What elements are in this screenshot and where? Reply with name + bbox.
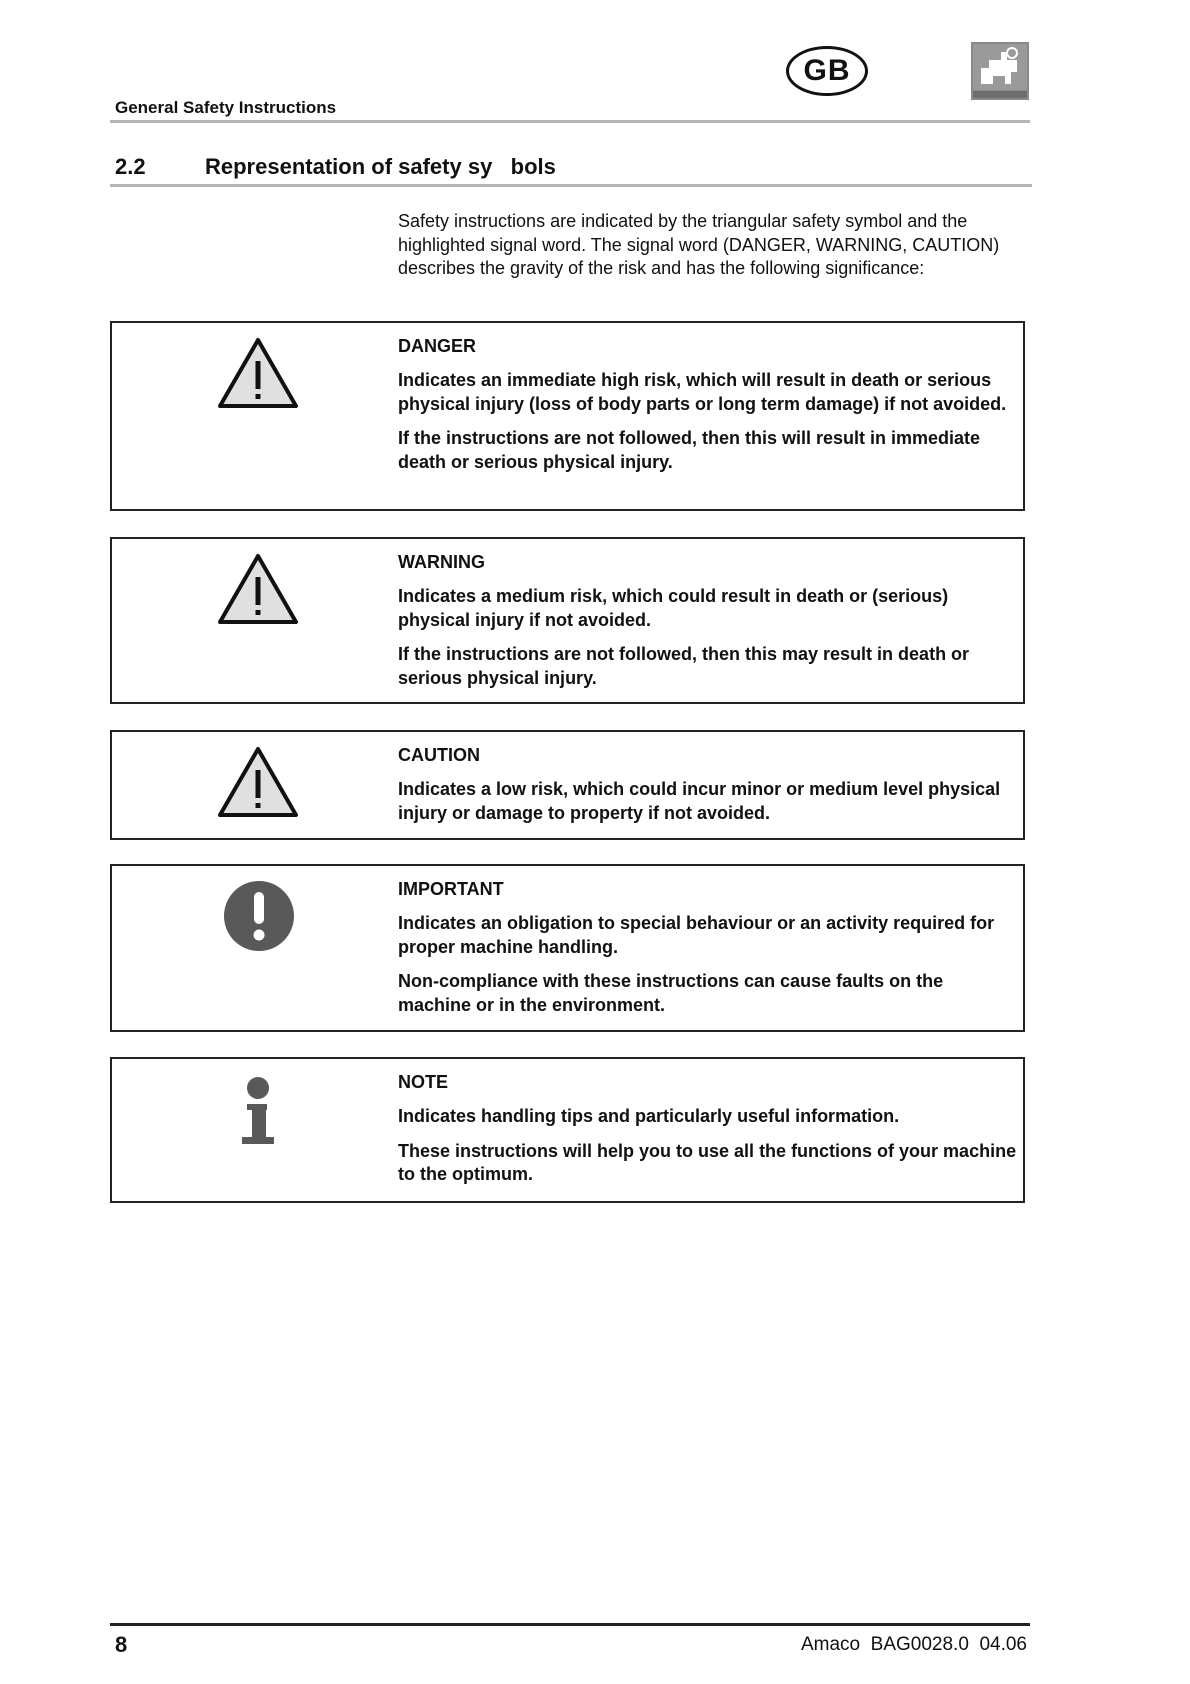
footer-rule (110, 1623, 1030, 1626)
section-title: Representation of safety sy bols (205, 154, 556, 179)
signal-word-caution: CAUTION (398, 745, 480, 765)
danger-consequence: If the instructions are not followed, then this will result in immediate death or serious physical injury. (398, 428, 981, 472)
note-description: Indicates handling tips and particularly useful information. (398, 1106, 900, 1126)
signal-word-danger: DANGER (398, 336, 477, 356)
section-number: 2.2 (115, 154, 146, 179)
warning-block (110, 537, 1025, 704)
amazone-logo-icon (971, 42, 1029, 100)
warning-triangle-icon (217, 337, 299, 414)
language-badge: GB (786, 46, 868, 96)
caution-block (110, 730, 1025, 840)
note-block (110, 1057, 1025, 1203)
signal-word-important: IMPORTANT (398, 879, 504, 899)
intro-paragraph: Safety instructions are indicated by the triangular safety symbol and the highlighted signal word. The signal word (DANGER, WARNING, CAUTION) describes the gravity of the risk and has the following significance: (398, 211, 1000, 278)
warning-triangle-icon (217, 746, 299, 823)
warning-triangle-icon (217, 553, 299, 630)
exclamation-circle-icon (223, 880, 295, 957)
signal-word-warning: WARNING (398, 552, 485, 572)
header-rule (110, 120, 1030, 123)
signal-word-note: NOTE (398, 1072, 449, 1092)
danger-description: Indicates an immediate high risk, which will result in death or serious physical injury (loss of body parts or long term damage) if not avoided. (398, 370, 1007, 414)
info-icon (238, 1077, 278, 1150)
document-reference: Amaco BAG0028.0 04.06 (800, 1634, 1027, 1655)
important-description: Indicates an obligation to special behaviour or an activity required for proper machine handling. (398, 913, 995, 957)
section-rule (110, 184, 1032, 187)
important-block (110, 864, 1025, 1032)
note-benefit: These instructions will help you to use all the functions of your machine to the optimum. (398, 1140, 1017, 1184)
caution-description: Indicates a low risk, which could incur minor or medium level physical injury or damage to property if not avoided. (398, 779, 1001, 823)
header-section-label: General Safety Instructions (115, 98, 337, 117)
page-number: 8 (115, 1632, 128, 1657)
danger-block (110, 321, 1025, 511)
warning-consequence: If the instructions are not followed, then this may result in death or serious physical injury. (398, 644, 970, 688)
important-consequence: Non-compliance with these instructions can cause faults on the machine or in the environment. (398, 971, 944, 1015)
warning-description: Indicates a medium risk, which could result in death or (serious) physical injury if not avoided. (398, 586, 949, 630)
